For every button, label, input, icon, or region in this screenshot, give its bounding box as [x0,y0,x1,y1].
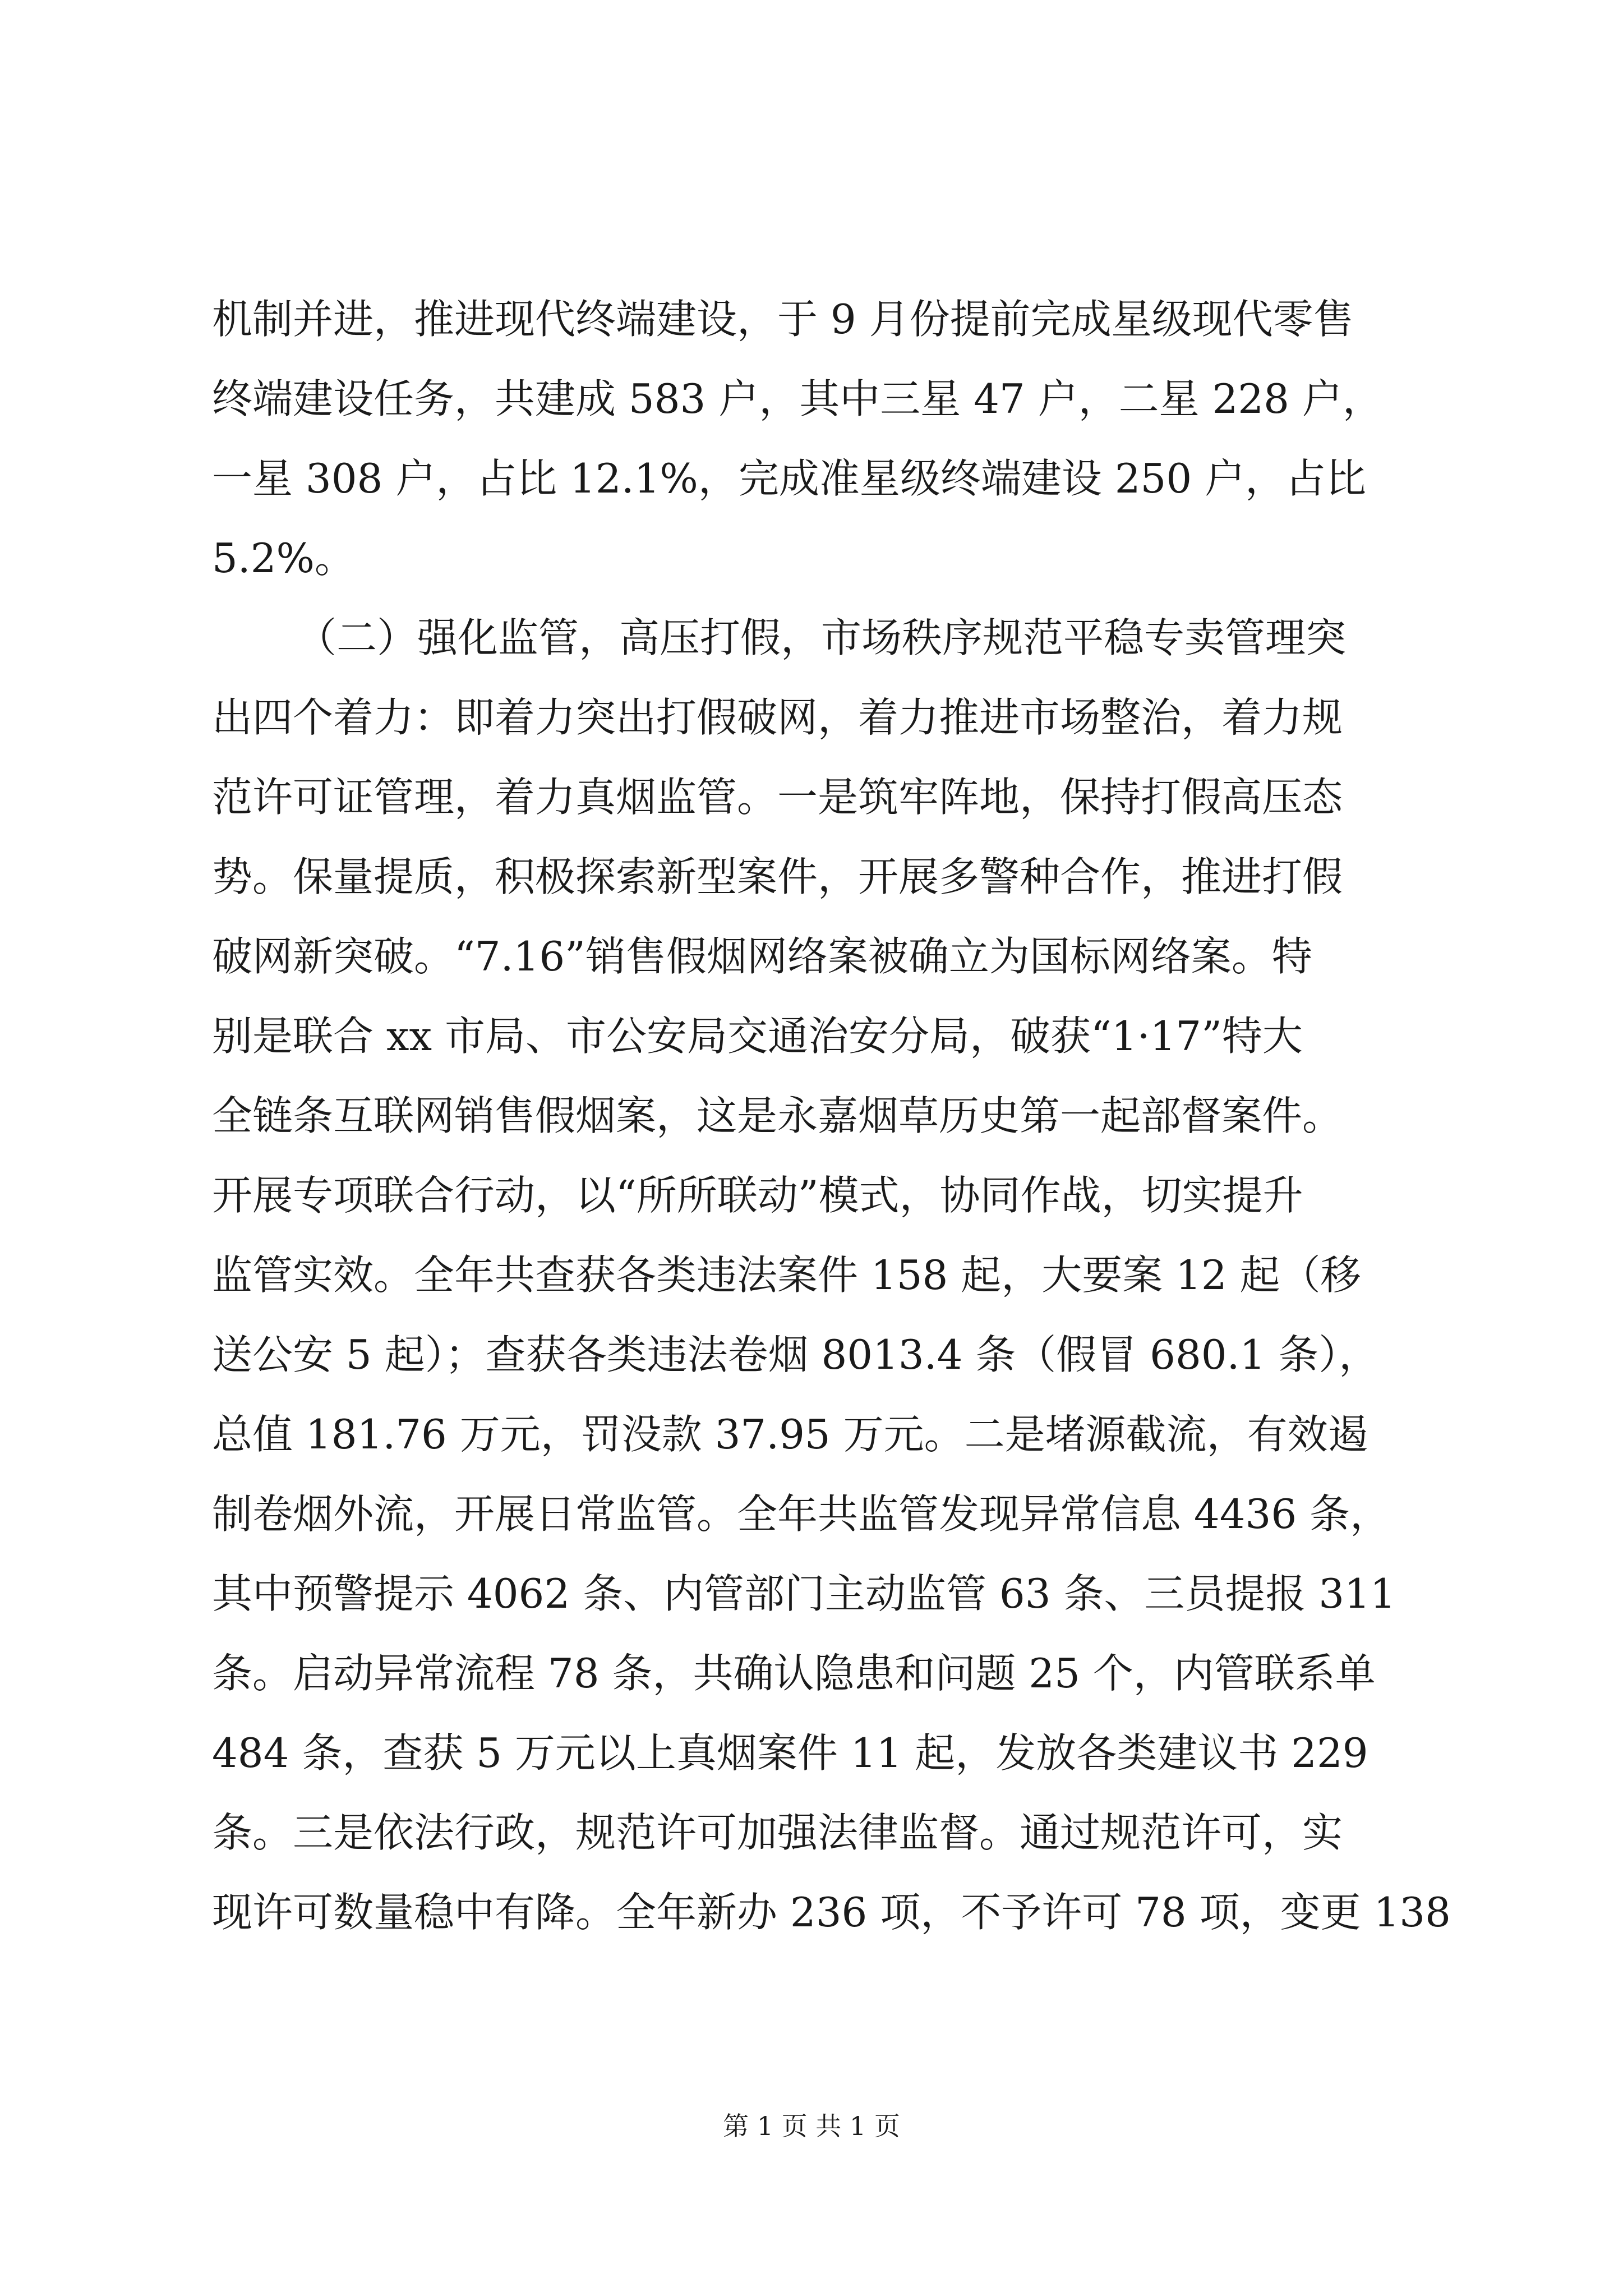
section-heading-line: （二）强化监管，高压打假，市场秩序规范平稳专卖管理突 [296,614,1347,661]
text-line: 势。保量提质，积极探索新型案件，开展多警种合作，推进打假 [212,853,1343,900]
text-line: 484 条，查获 5 万元以上真烟案件 11 起，发放各类建议书 229 [212,1729,1368,1777]
text-line: 现许可数量稳中有降。全年新办 236 项，不予许可 78 项，变更 138 [212,1889,1451,1936]
text-line: 监管实效。全年共查获各类违法案件 158 起，大要案 12 起（移 [212,1251,1361,1299]
text-line: 一星 308 户，占比 12.1%，完成准星级终端建设 250 户，占比 [212,455,1367,502]
text-line: 出四个着力：即着力突出打假破网，着力推进市场整治，着力规 [212,694,1343,741]
text-line: 机制并进，推进现代终端建设，于 9 月份提前完成星级现代零售 [212,296,1354,343]
text-line: 条。三是依法行政，规范许可加强法律监督。通过规范许可，实 [212,1809,1343,1856]
text-line: 送公安 5 起）；查获各类违法卷烟 8013.4 条（假冒 680.1 条）， [212,1331,1380,1378]
text-line: 其中预警提示 4062 条、内管部门主动监管 63 条、三员提报 311 [212,1570,1396,1617]
text-line: 终端建设任务，共建成 583 户，其中三星 47 户，二星 228 户， [212,375,1383,422]
text-line: 破网新突破。“7.16”销售假烟网络案被确立为国标网络案。特 [212,933,1312,980]
text-line: 5.2%。 [212,535,355,582]
text-line: 开展专项联合行动，以“所所联动”模式，协同作战，切实提升 [212,1172,1303,1219]
text-line: 全链条互联网销售假烟案，这是永嘉烟草历史第一起部督案件。 [212,1092,1343,1139]
text-line: 总值 181.76 万元，罚没款 37.95 万元。二是堵源截流，有效遏 [212,1411,1368,1458]
text-line: 条。启动异常流程 78 条，共确认隐患和问题 25 个，内管联系单 [212,1650,1376,1697]
page-footer: 第 1 页 共 1 页 [723,2111,900,2141]
text-line: 范许可证管理，着力真烟监管。一是筑牢阵地，保持打假高压态 [212,774,1343,821]
text-line: 制卷烟外流，开展日常监管。全年共监管发现异常信息 4436 条， [212,1490,1391,1538]
text-line: 别是联合 xx 市局、市公安局交通治安分局，破获“1·17”特大 [212,1013,1303,1060]
document-body [212,279,1451,1952]
